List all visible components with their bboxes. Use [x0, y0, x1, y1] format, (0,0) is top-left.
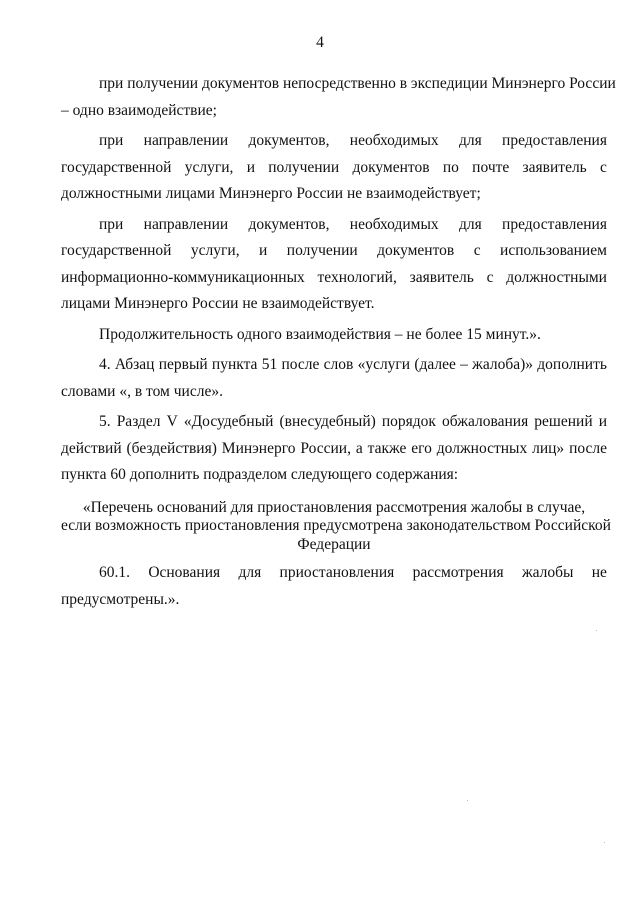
text-line-spread — [61, 128, 607, 155]
heading-line: если возможность приостановления предусмотрена законодательством Российской — [61, 517, 611, 534]
word: 51 — [261, 356, 278, 373]
word: для — [458, 132, 482, 149]
paragraph-60-1 — [61, 560, 607, 613]
word: с — [473, 242, 481, 259]
word: документов, — [248, 132, 330, 149]
word: действий — [61, 439, 122, 457]
heading-line: «Перечень оснований для приостановления рассмотрения жалобы в случае, — [82, 498, 586, 516]
text-line-spread — [61, 155, 607, 182]
word: документов — [377, 242, 455, 259]
word: должностных — [436, 439, 528, 457]
word: лиц» — [532, 439, 565, 457]
word: для — [458, 215, 482, 233]
word: также — [367, 439, 407, 457]
word: предоставления — [502, 215, 607, 233]
scan-speck — [467, 800, 468, 801]
word: а — [355, 439, 363, 457]
word: первый — [158, 356, 208, 373]
page-number: 4 — [316, 34, 324, 51]
text-line: – одно взаимодействие; — [61, 101, 217, 119]
word: жалобы — [521, 564, 574, 581]
word: и — [259, 242, 268, 259]
word: пункта — [211, 356, 258, 373]
paragraph-item-4 — [61, 352, 607, 405]
text-line: лицами Минэнерго России не взаимодействует. — [61, 295, 375, 312]
word: направлении — [143, 132, 229, 149]
word: после — [281, 356, 320, 373]
word: должностными — [506, 268, 607, 286]
text-line-spread — [61, 436, 607, 463]
word: 5. — [99, 413, 111, 430]
word: – — [460, 356, 468, 373]
word: дополнить — [537, 356, 607, 373]
text-line-spread — [61, 409, 607, 436]
word: получении — [268, 158, 340, 176]
word: рассмотрения — [412, 564, 504, 581]
word: «Досудебный — [183, 413, 274, 430]
word: Минэнерго — [221, 439, 296, 457]
word: с — [486, 268, 494, 286]
paragraph-expedition — [61, 71, 616, 124]
word: государственной — [61, 242, 172, 259]
word: приостановления — [279, 564, 395, 581]
word: и — [598, 413, 607, 430]
word: документов, — [248, 215, 330, 233]
scan-speck — [604, 842, 605, 843]
word: почте — [472, 158, 510, 176]
word: и — [246, 158, 255, 176]
word: 60.1. — [99, 564, 130, 581]
text-line — [61, 71, 616, 98]
text-line: пункта 60 дополнить подразделом следующего содержания: — [61, 466, 459, 483]
text-line: словами «, в том числе». — [61, 382, 223, 400]
word: жалоба)» — [472, 356, 534, 373]
paragraph-ict — [61, 212, 607, 318]
word: при — [99, 215, 124, 233]
word: для — [238, 564, 262, 581]
word: России, — [300, 439, 351, 457]
word: по — [442, 158, 459, 176]
word: получении — [286, 242, 358, 259]
word: направлении — [143, 215, 229, 233]
word: после — [569, 439, 607, 457]
word: обжалования — [442, 413, 529, 430]
text-line: Продолжительность одного взаимодействия – не более 15 минут.». — [99, 325, 541, 343]
subsection-heading — [61, 498, 611, 555]
word: порядок — [381, 413, 436, 430]
word: его — [411, 439, 432, 457]
word: решений — [534, 413, 593, 430]
word: информационно-коммуникационных — [61, 268, 305, 286]
paragraph-duration — [61, 322, 607, 349]
word: при — [99, 132, 124, 149]
word: не — [591, 564, 607, 581]
word: Раздел — [116, 413, 161, 430]
word: необходимых — [349, 215, 439, 233]
word: услуги, — [190, 242, 240, 259]
word: технологий, — [317, 268, 397, 286]
text-line: предусмотрены.». — [61, 590, 180, 608]
document-body — [61, 71, 616, 617]
word: необходимых — [349, 132, 439, 149]
word: (далее — [414, 356, 456, 373]
paragraph-postal — [61, 128, 607, 208]
text-line-spread — [61, 212, 607, 239]
word: государственной — [61, 158, 172, 176]
word: 4. — [99, 356, 111, 373]
text-line-spread — [61, 265, 607, 292]
text-line: должностными лицами Минэнерго России не взаимодействует; — [61, 185, 481, 202]
word: документов — [352, 158, 430, 176]
word: заявитель — [522, 158, 587, 176]
word: (внесудебный) — [279, 413, 376, 430]
scan-speck — [596, 630, 597, 631]
word: слов — [323, 356, 354, 373]
word: заявитель — [409, 268, 474, 286]
paragraph-item-5 — [61, 409, 607, 489]
word: Абзац — [114, 356, 155, 373]
word: с — [600, 158, 607, 176]
word: Основания — [148, 564, 221, 581]
word: V — [166, 413, 178, 430]
word: использованием — [500, 242, 607, 259]
heading-line: Федерации — [297, 535, 371, 553]
text-line-spread — [61, 560, 607, 587]
word: (бездействия) — [126, 439, 217, 457]
word: «услуги — [357, 356, 411, 373]
line-text: при получении документов непосредственно в экспедиции Минэнерго России — [99, 75, 616, 92]
text-line-spread — [61, 238, 607, 265]
word: предоставления — [502, 132, 607, 149]
word: услуги, — [184, 158, 234, 176]
text-line-spread — [61, 352, 607, 379]
